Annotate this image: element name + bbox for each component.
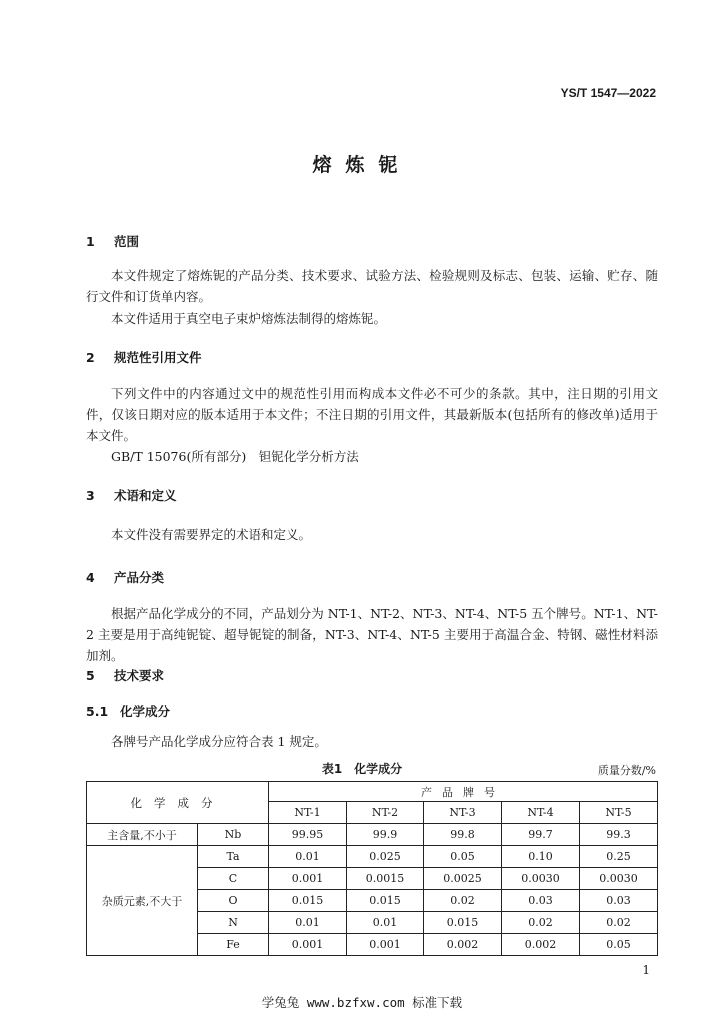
section-3-heading — [86, 486, 177, 504]
value-cell: 0.001 — [269, 868, 347, 890]
value-cell: 99.7 — [502, 824, 580, 846]
value-cell: 99.8 — [424, 824, 502, 846]
main-content-label: 主含量,不小于 — [87, 824, 198, 846]
section-title: 技术要求 — [114, 668, 165, 683]
impurity-label: 杂质元素,不大于 — [87, 846, 198, 956]
element-cell: C — [198, 868, 269, 890]
value-cell: 0.001 — [347, 934, 424, 956]
table-unit: 质量分数/% — [597, 764, 656, 777]
value-cell: 0.015 — [424, 912, 502, 934]
grade-cell: NT-1 — [269, 802, 347, 824]
value-cell: 0.03 — [502, 890, 580, 912]
value-cell: 99.3 — [580, 824, 658, 846]
value-cell: 0.10 — [502, 846, 580, 868]
grade-cell: NT-5 — [580, 802, 658, 824]
chemical-composition-table — [86, 781, 658, 956]
document-title: 熔炼铌 — [312, 154, 412, 176]
value-cell: 0.002 — [502, 934, 580, 956]
value-cell: 0.01 — [269, 912, 347, 934]
section-title: 术语和定义 — [114, 488, 177, 503]
section-title: 范围 — [114, 234, 140, 249]
section-number: 5 — [86, 668, 95, 683]
section-number: 5.1 — [86, 704, 109, 719]
value-cell: 0.03 — [580, 890, 658, 912]
value-cell: 0.015 — [269, 890, 347, 912]
value-cell: 0.01 — [269, 846, 347, 868]
section-number: 2 — [86, 350, 95, 365]
grade-cell: NT-2 — [347, 802, 424, 824]
footer-watermark: 学兔兔 www.bzfxw.com 标准下载 — [261, 995, 463, 1010]
value-cell: 0.0030 — [580, 868, 658, 890]
element-cell: Fe — [198, 934, 269, 956]
value-cell: 0.05 — [580, 934, 658, 956]
page-number: 1 — [642, 963, 650, 977]
section-3-paragraph-1: 本文件没有需要界定的术语和定义。 — [111, 527, 312, 542]
section-title: 产品分类 — [114, 570, 165, 585]
value-cell: 0.25 — [580, 846, 658, 868]
element-cell: Nb — [198, 824, 269, 846]
section-title: 化学成分 — [120, 704, 171, 719]
section-number: 4 — [86, 570, 95, 585]
section-2-heading — [86, 348, 202, 366]
element-cell: N — [198, 912, 269, 934]
element-cell: Ta — [198, 846, 269, 868]
value-cell: 0.001 — [269, 934, 347, 956]
table-row — [87, 846, 658, 868]
section-title: 规范性引用文件 — [114, 350, 202, 365]
value-cell: 0.025 — [347, 846, 424, 868]
value-cell: 99.95 — [269, 824, 347, 846]
section-5-1-paragraph-1: 各牌号产品化学成分应符合表 1 规定。 — [111, 734, 327, 749]
normative-reference: GB/T 15076(所有部分) 钽铌化学分析方法 — [111, 449, 359, 464]
section-2-paragraph-1: 下列文件中的内容通过文中的规范性引用而构成本文件必不可少的条款。其中，注日期的引用文件，仅该日期对应的版本适用于本文件；不注日期的引用文件，其最新版本(包括所有的修改单)适用于本文件。 — [86, 386, 658, 443]
value-cell: 0.02 — [502, 912, 580, 934]
value-cell: 0.02 — [580, 912, 658, 934]
table-header-composition: 化学成分 — [87, 782, 269, 824]
section-5-heading — [86, 666, 164, 684]
table-header-grades: 产品牌号 — [269, 782, 658, 802]
value-cell: 0.02 — [424, 890, 502, 912]
section-1-paragraph-2: 本文件适用于真空电子束炉熔炼法制得的熔炼铌。 — [111, 311, 387, 326]
section-1-paragraph-1: 本文件规定了熔炼铌的产品分类、技术要求、试验方法、检验规则及标志、包装、运输、贮存、随行文件和订货单内容。 — [86, 268, 658, 304]
section-1-heading — [86, 232, 139, 250]
element-cell: O — [198, 890, 269, 912]
value-cell: 0.0030 — [502, 868, 580, 890]
value-cell: 99.9 — [347, 824, 424, 846]
standard-number: YS/T 1547—2022 — [560, 86, 656, 100]
value-cell: 0.0025 — [424, 868, 502, 890]
section-4-heading — [86, 568, 164, 586]
value-cell: 0.002 — [424, 934, 502, 956]
section-5-1-heading — [86, 702, 170, 720]
grade-cell: NT-4 — [502, 802, 580, 824]
value-cell: 0.015 — [347, 890, 424, 912]
section-number: 1 — [86, 234, 95, 249]
value-cell: 0.05 — [424, 846, 502, 868]
value-cell: 0.01 — [347, 912, 424, 934]
section-4-paragraph-1: 根据产品化学成分的不同，产品划分为 NT-1、NT-2、NT-3、NT-4、NT-5 五个牌号。NT-1、NT-2 主要是用于高纯铌锭、超导铌锭的制备，NT-3、NT-4、NT-5 主要用于高温合金、特钢、磁性材料添加剂。 — [86, 606, 658, 663]
grade-cell: NT-3 — [424, 802, 502, 824]
section-number: 3 — [86, 488, 95, 503]
value-cell: 0.0015 — [347, 868, 424, 890]
table-caption: 表1 化学成分 — [321, 762, 403, 776]
table-row — [87, 824, 658, 846]
